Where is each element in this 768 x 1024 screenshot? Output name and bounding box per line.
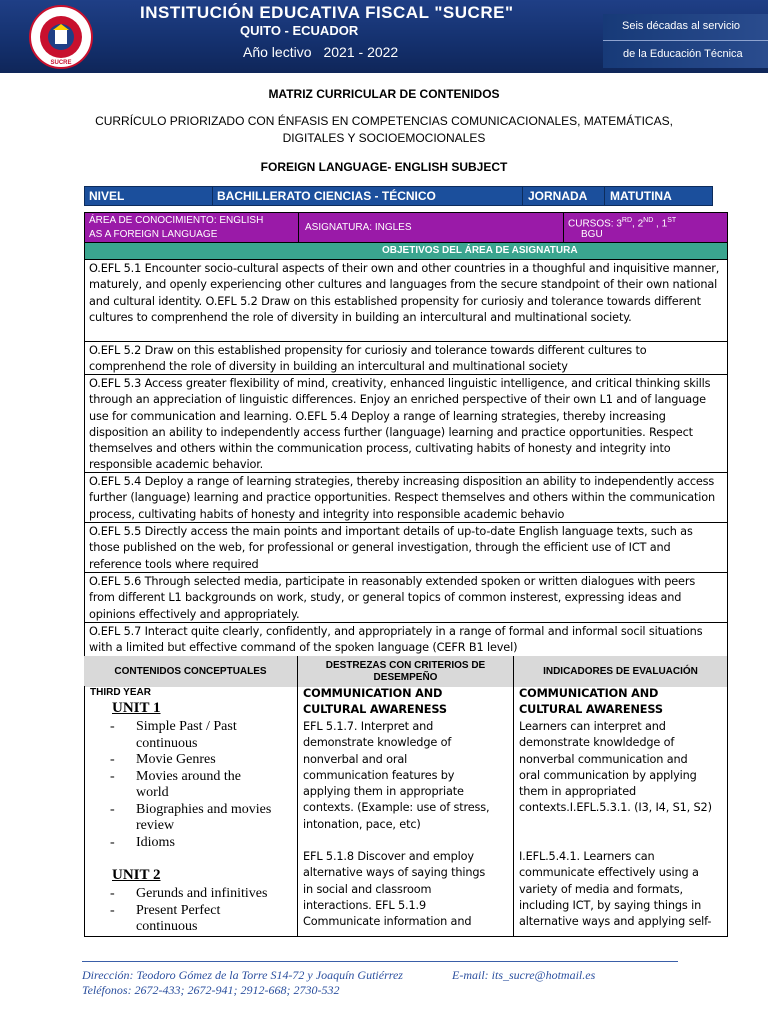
objective-5-6: O.EFL 5.6 Through selected media, participate in reasonably extended spoken or written dialogues with peers from different L1 backgrounds on work, study, or general topics of common insterest, expressing ideas and opinions effectively and appropriately. [84, 573, 728, 623]
objective-5-1: O.EFL 5.1 Encounter socio-cultural aspects of their own and other countries in a thoughful and inquisitive manner, maturely, and openly experiencing other cultures and languages from the secure standpoint of their own national and cultural identity. O.EFL 5.2 Draw on this established propensity for curiosiy and tolerance towards different cultures to comprenhend the role of diversity in building an intercultural and multinational society. [84, 260, 728, 342]
subject-title: FOREIGN LANGUAGE- ENGLISH SUBJECT [260, 160, 508, 174]
tagline-line-1: Seis décadas al servicio [622, 20, 741, 32]
unit-2-list [90, 886, 267, 936]
unit-1-title: UNIT 1 [112, 700, 161, 716]
divider [563, 213, 564, 242]
list-item: - Movies around the [90, 769, 271, 786]
col-header-destrezas: DESTREZAS CON CRITERIOS DE DESEMPEÑO [298, 656, 514, 687]
divider [522, 187, 523, 205]
unit-2-title: UNIT 2 [112, 867, 161, 883]
indicators-heading: COMMUNICATION AND CULTURAL AWARENESS [519, 687, 663, 717]
area-label-line-2: AS A FOREIGN LANGUAGE [89, 229, 218, 240]
list-item: - Gerunds and infinitives [90, 886, 267, 903]
objective-5-2: O.EFL 5.2 Draw on this established propensity for curiosiy and tolerance towards different cultures to comprenhend the role of diversity in building an intercultural and multinational society [84, 342, 728, 375]
list-item-continued: continuous [136, 919, 198, 934]
skills-heading: COMMUNICATION AND CULTURAL AWARENESS [303, 687, 447, 717]
list-item: - Movie Genres [90, 752, 271, 769]
objectives-header: OBJETIVOS DEL ÁREA DE ASIGNATURA [382, 245, 578, 256]
institution-location: QUITO - ECUADOR [240, 23, 359, 38]
col-header-contenidos: CONTENIDOS CONCEPTUALES [84, 656, 298, 687]
skills-block-b: EFL 5.1.8 Discover and employ alternative ways of saying things in social and classroom interactions. EFL 5.1.9 Communicate information and [303, 850, 486, 929]
list-item: - Present Perfect [90, 903, 267, 920]
tagline-line-2: de la Educación Técnica [623, 48, 743, 60]
document-subtitle-1: CURRÍCULO PRIORIZADO CON ÉNFASIS EN COMPETENCIAS COMUNICACIONALES, MATEMÁTICAS, [95, 114, 673, 128]
objective-5-4: O.EFL 5.4 Deploy a range of learning strategies, thereby increasing disposition an ability to independently access further (language) learning and practice opportunities. Respect themselves and others within the communication process, cultivating habits of honesty and integrity into responsible academic behavio [84, 473, 728, 523]
nivel-label: NIVEL [89, 189, 125, 203]
jornada-label: JORNADA [528, 189, 588, 203]
divider [298, 213, 299, 242]
objective-5-7: O.EFL 5.7 Interact quite clearly, confidently, and appropriately in a range of formal and informal socil situations with a limited but effective command of the spoken language (CEFR B1 level) [84, 623, 728, 657]
indicadores-column [514, 686, 727, 936]
destrezas-column [298, 686, 514, 936]
objective-5-5: O.EFL 5.5 Directly access the main points and important details of up-to-date English language texts, such as those published on the web, for professional or general investigation, through the efficient use of ICT and reference tools where required [84, 523, 728, 573]
divider [604, 187, 605, 205]
footer-phones: Teléfonos: 2672-433; 2672-941; 2912-668; 2730-532 [82, 983, 340, 997]
year-label: THIRD YEAR [90, 687, 151, 698]
contenidos-column [84, 686, 298, 936]
objectives-header-row [84, 243, 728, 260]
indicators-block-a: Learners can interpret and demonstrate knowldedge of nonverbal communication and oral communication by applying them in appropriated contexts.I.EFL.5.3.1. (I3, I4, S1, S2) [519, 720, 712, 815]
list-item: - Biographies and movies [90, 802, 271, 819]
level-info-row [84, 186, 713, 206]
unit-1-list [90, 719, 271, 851]
area-label-line-1: ÁREA DE CONOCIMIENTO: ENGLISH [89, 215, 264, 226]
svg-text:SUCRE: SUCRE [50, 60, 72, 66]
list-item: - Idioms [90, 835, 271, 852]
footer-email: E-mail: its_sucre@hotmail.es [452, 968, 596, 982]
document-subtitle-2: DIGITALES Y SOCIOEMOCIONALES [282, 131, 486, 145]
school-seal-logo [26, 4, 96, 70]
col-header-indicadores: INDICADORES DE EVALUACIÓN [514, 656, 727, 687]
footer-address: Dirección: Teodoro Gómez de la Torre S14-72 y Joaquín Gutiérrez [82, 968, 403, 982]
indicators-block-b: I.EFL.5.4.1. Learners can communicate effectively using a variety of media and formats, including ICT, by saying things in alternative ways and applying self- [519, 850, 712, 929]
cursos-line-2: BGU [581, 229, 603, 240]
list-item: - Simple Past / Past [90, 719, 271, 736]
divider [212, 187, 213, 205]
cursos-label: CURSOS: 3RD, 2ND , 1ST [568, 217, 677, 230]
tagline-divider [603, 40, 768, 41]
institution-name: INSTITUCIÓN EDUCATIVA FISCAL "SUCRE" [140, 3, 514, 22]
school-year: Año lectivo 2021 - 2022 [243, 44, 399, 60]
document-title: MATRIZ CURRICULAR DE CONTENIDOS [268, 87, 500, 101]
list-item-continued: world [136, 785, 169, 800]
footer-divider [82, 961, 678, 962]
jornada-value: MATUTINA [610, 189, 672, 203]
skills-block-a: EFL 5.1.7. Interpret and demonstrate knowledge of nonverbal and oral communication features by applying them in appropriate contexts. (Example: use of stress, intonation, pace, etc) [303, 720, 490, 831]
list-item-continued: review [136, 818, 175, 833]
area-row [84, 212, 728, 243]
nivel-value: BACHILLERATO CIENCIAS - TÉCNICO [217, 189, 436, 203]
list-item-continued: continuous [136, 735, 198, 751]
header-banner [0, 0, 768, 73]
objective-5-3: O.EFL 5.3 Access greater flexibility of mind, creativity, enhanced linguistic intelligence, and critical thinking skills through an appreciation of linguistic differences. Enjoy an enriched perspective of their own L1 and of language use for communication and learning. O.EFL 5.4 Deploy a range of learning strategies, thereby increasing disposition an ability to independently access further (language) learning and practice opportunities. Respect themselves and others within the communication process, cultivating habits of honesty and integrity into responsible academic behavior. [84, 375, 728, 473]
asignatura-label: ASIGNATURA: INGLES [305, 222, 412, 233]
